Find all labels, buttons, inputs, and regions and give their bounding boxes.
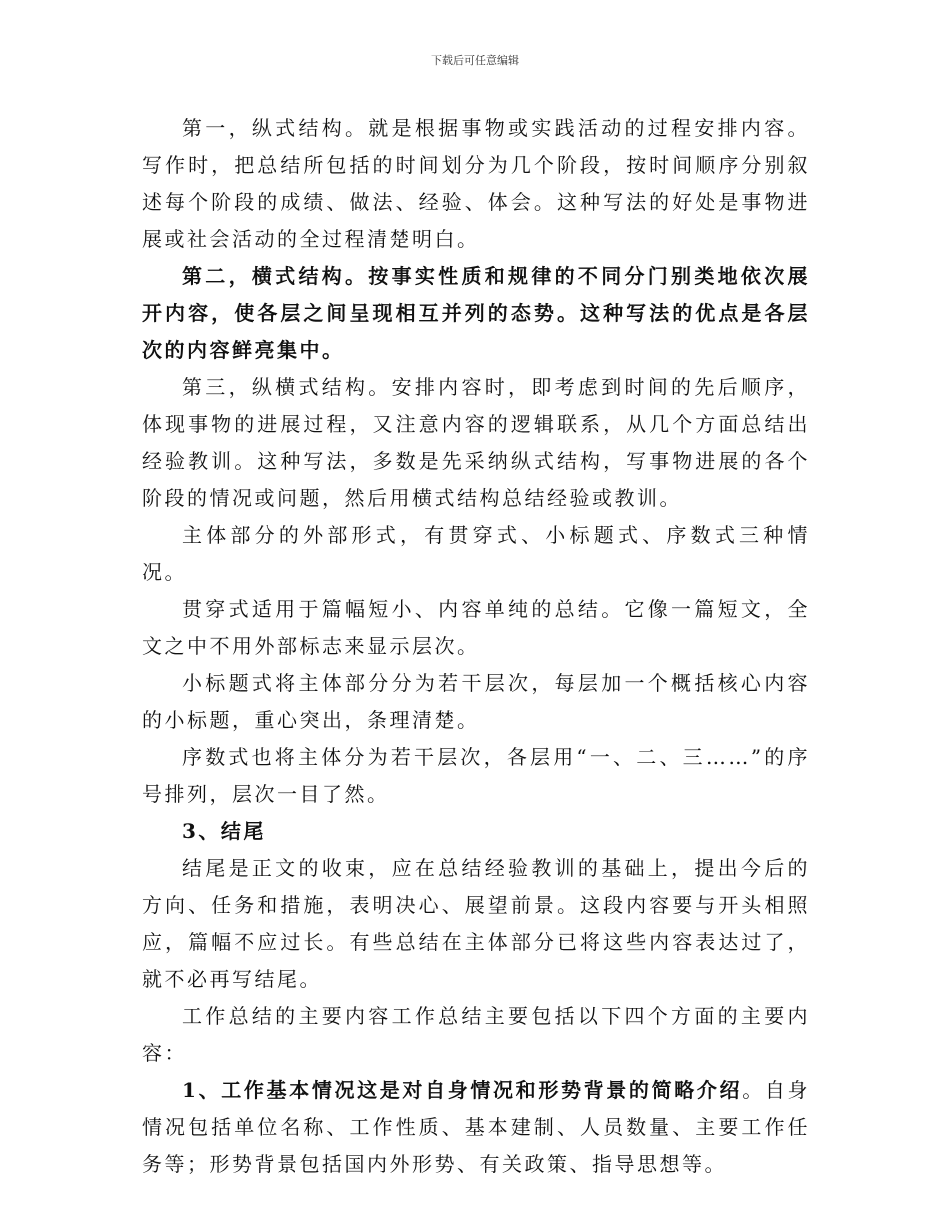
paragraph-external-forms: 主体部分的外部形式，有贯穿式、小标题式、序数式三种情况。 [142, 523, 810, 584]
paragraph-mixed-structure: 第三，纵横式结构。安排内容时，即考虑到时间的先后顺序，体现事物的进展过程，又注意内容的逻辑联系，从几个方面总结出经验教训。这种写法，多数是先采纳纵式结构，写事物进展的各个阶段的情况或问题，然后用横式结构总结经验或教训。 [142, 375, 810, 510]
paragraph-subheading-form: 小标题式将主体部分分为若干层次，每层加一个概括核心内容的小标题，重心突出，条理清楚。 [142, 671, 810, 732]
paragraph-ordinal-form: 序数式也将主体分为若干层次，各层用“一、二、三……”的序号排列，层次一目了然。 [142, 745, 810, 806]
paragraph-horizontal-structure: 第二，横式结构。按事实性质和规律的不同分门别类地依次展开内容，使各层之间呈现相互并列的态势。这种写法的优点是各层次的内容鲜亮集中。 [142, 264, 810, 362]
paragraph-ending: 结尾是正文的收束，应在总结经验教训的基础上，提出今后的方向、任务和措施，表明决心、展望前景。这段内容要与开头相照应，篇幅不应过长。有些总结在主体部分已将这些内容表达过了，就不必再写结尾。 [142, 856, 810, 991]
basic-situation-heading: 1、工作基本情况这是对自身情况和形势背景的简略介绍 [182, 1078, 743, 1102]
document-body [142, 110, 810, 1183]
basic-situation-text: 。自身情况包括单位名称、工作性质、基本建制、人员数量、主要工作任务等；形势背景包括国内外形势、有关政策、指导思想等。 [142, 1078, 811, 1176]
paragraph-vertical-structure: 第一，纵式结构。就是根据事物或实践活动的过程安排内容。写作时，把总结所包括的时间划分为几个阶段，按时间顺序分别叙述每个阶段的成绩、做法、经验、体会。这种写法的好处是事物进展或社会活动的全过程清楚明白。 [142, 116, 810, 251]
page-header: 下载后可任意编辑 [431, 54, 519, 67]
paragraph-continuous-form: 贯穿式适用于篇幅短小、内容单纯的总结。它像一篇短文，全文之中不用外部标志来显示层次。 [142, 597, 810, 658]
section-heading-ending: 3、结尾 [182, 819, 266, 843]
paragraph-main-content-intro: 工作总结的主要内容工作总结主要包括以下四个方面的主要内容： [142, 1004, 810, 1065]
paragraph-basic-situation [142, 1072, 810, 1183]
